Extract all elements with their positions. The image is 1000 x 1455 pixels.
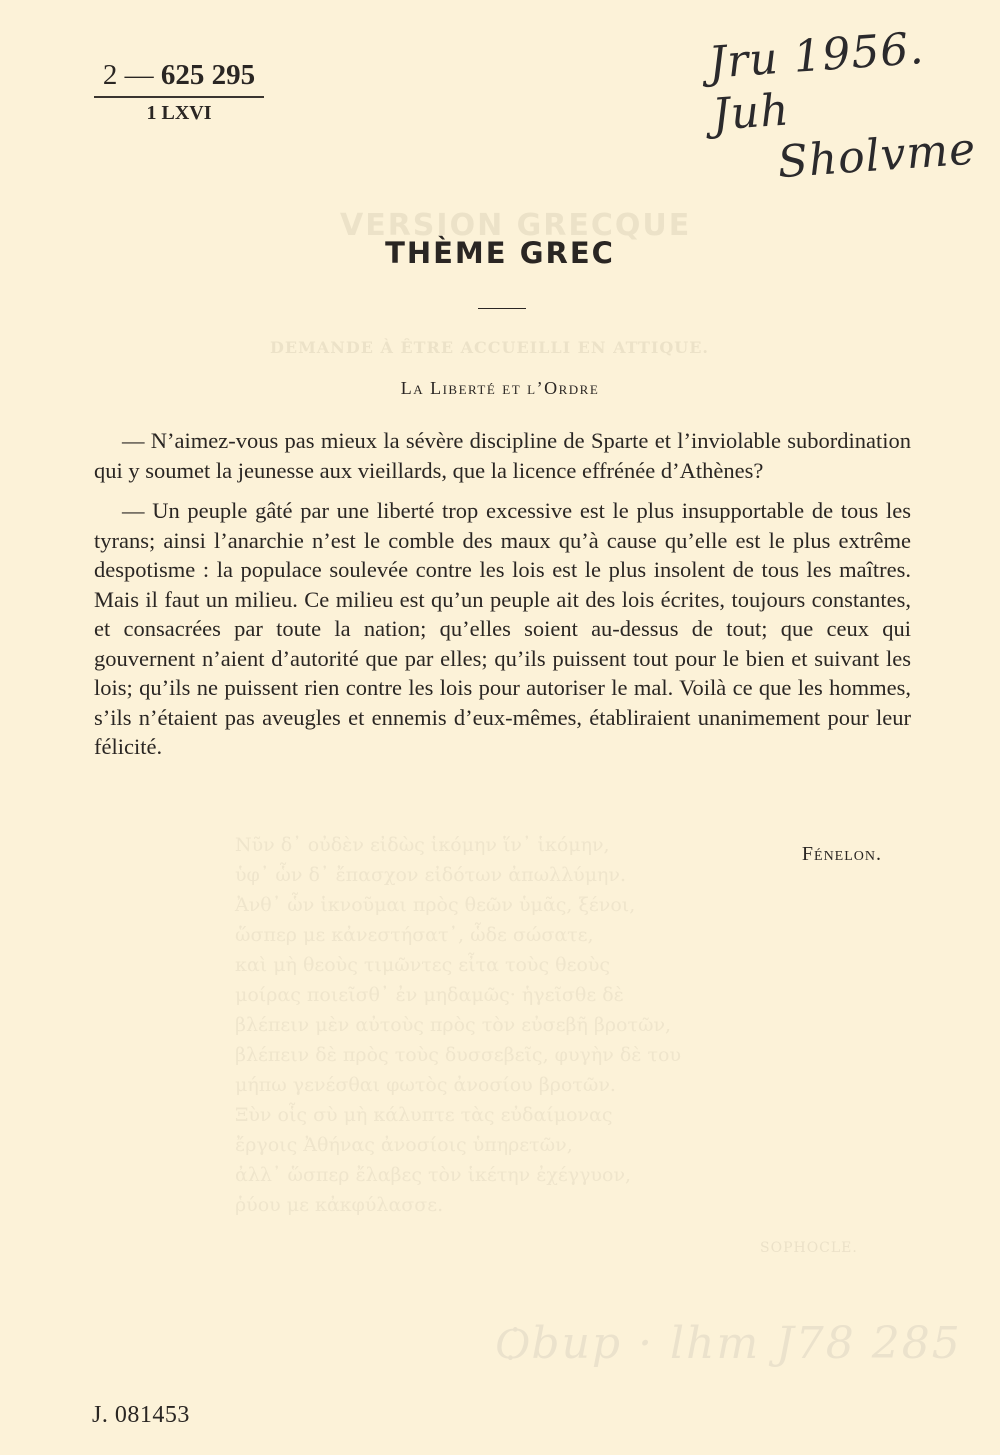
page-title: THÈME GREC: [385, 236, 615, 270]
handwritten-annotation: [707, 18, 997, 193]
reference-code: 1 LXVI: [146, 102, 212, 124]
reference-divider: [94, 96, 264, 98]
passage-body: [94, 426, 911, 773]
reference-separator: —: [124, 59, 154, 91]
reference-main-number: 625 295: [160, 59, 256, 91]
bleed-through-signature: Ѻbup · lhm J78 285: [495, 1318, 962, 1369]
title-divider: [478, 308, 526, 309]
reference-number: [94, 58, 264, 92]
passage-subtitle: La Liberté et l’Ordre: [400, 378, 600, 398]
bleed-through-subtitle: DEMANDE À ÊTRE ACCUEILLI EN ATTIQUE.: [270, 338, 709, 357]
author-attribution: Fénelon.: [801, 843, 882, 865]
bleed-through-greek-text: Νῦν δ᾽ οὐδὲν εἰδὼς ἱκόμην ἵν᾽ ἱκόμην, ὑφ᾽ ὧν δ᾽ ἔπασχον εἰδότων ἀπωλλύμην. Ἀνθ᾽ ὧν ἱκνοῦμαι πρὸς θεῶν ὑμᾶς, ξένοι, ὥσπερ με κἀνεστήσατ᾽, ὧδε σώσατε, καὶ μὴ θεοὺς τιμῶντες εἶτα τοὺς θεοὺς μοίρας ποιεῖσθ᾽ ἐν μηδαμῶς· ἡγεῖσθε δὲ βλέπειν μὲν αὐτοὺς πρὸς τὸν εὐσεβῆ βροτῶν, βλέπειν δὲ πρὸς τοὺς δυσσεβεῖς, φυγὴν δὲ του μήπω γενέσθαι φωτὸς ἀνοσίου βροτῶν. Ξὺν οἷς σὺ μὴ κάλυπτε τὰς εὐδαίμονας ἔργοις Ἀθήνας ἀνοσίοις ὑπηρετῶν, ἀλλ᾽ ὥσπερ ἔλαβες τὸν ἱκέτην ἐχέγγυον, ῥύου με κἀκφύλασσε.: [235, 834, 681, 1216]
footer-code: J. 081453: [92, 1402, 190, 1428]
paragraph-question: — N’aimez-vous pas mieux la sévère discipline de Sparte et l’inviolable subordination qui y soumet la jeunesse aux vieillards, que la licence effrénée d’Athènes?: [94, 428, 911, 483]
reference-series: 2: [102, 59, 118, 91]
handwritten-line-1: Jru 1956. Juh: [706, 22, 926, 141]
handwritten-line-2: Sholvme: [776, 123, 978, 189]
bleed-through-author: SOPHOCLE.: [760, 1240, 858, 1256]
bleed-through-title: VERSION GRECQUE: [340, 208, 692, 243]
reference-block: [94, 58, 264, 125]
paragraph-answer: — Un peuple gâté par une liberté trop excessive est le plus insupportable de tous les tyrans; ainsi l’anarchie n’est le comble des maux qu’à cause qu’elle est le plus extrême despotisme : la populace soulevée contre les lois est le plus insolent de tous les maîtres. Mais il faut un milieu. Ce milieu est qu’un peuple ait des lois écrites, toujours constantes, et consacrées par toute la nation; qu’elles soient au-dessus de tout; que ceux qui gouvernent n’aient d’autorité que par elles; qu’ils puissent tout pour le bien et suivant les lois; qu’ils ne puissent rien contre les lois pour autoriser le mal. Voilà ce que les hommes, s’ils n’étaient pas aveugles et ennemis d’eux-mêmes, établiraient unanimement pour leur félicité.: [94, 498, 911, 759]
